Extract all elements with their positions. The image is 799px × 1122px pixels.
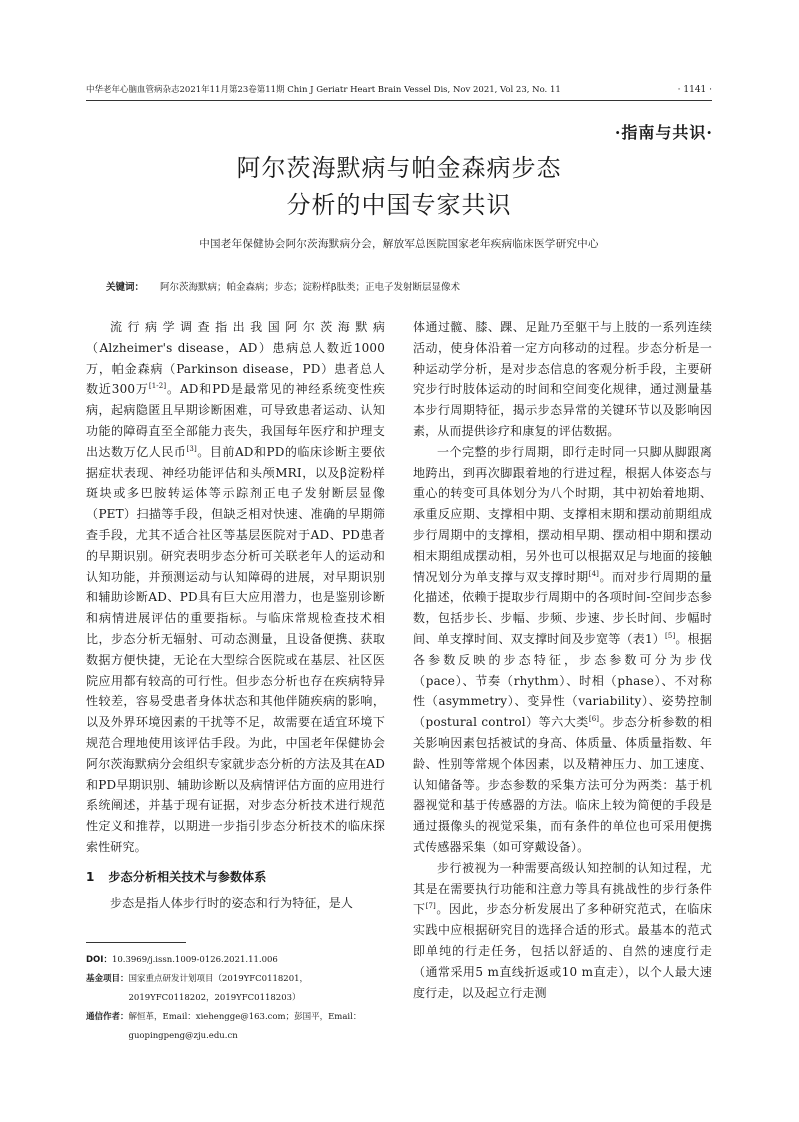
footnote-rule: [86, 942, 186, 943]
title-line-2: 分析的中国专家共识: [286, 191, 512, 219]
header-rule: [86, 100, 712, 101]
article-title: [86, 150, 712, 224]
section-heading: [86, 867, 385, 887]
corresponding-author-footnote: [86, 1008, 385, 1046]
paradigm-paragraph: 步行被视为一种需要高级认知控制的认知过程，尤其是在需要执行功能和注意力等具有挑战性的步行条件下[7]。因此，步态分析发展出了多种研究范式，在临床实践中应根据研究目的选择合适的形式。最基本的范式即单纯的行走任务，包括以舒适的、自然的速度行走（通常采用5 m直线折返或10 m直走），以个人最大速度行走，以及起立行走测: [413, 860, 712, 1000]
author-affiliation: 中国老年保健协会阿尔茨海默病分会，解放军总医院国家老年疾病临床医学研究中心: [199, 238, 599, 250]
citation-ref[interactable]: [6]: [588, 715, 600, 724]
intro-paragraph: 流行病学调查指出我国阿尔茨海默病（Alzheimer's disease，AD）患病总人数近1000万，帕金森病（Parkinson disease，PD）患者总人数近300万[1-2]。AD和PD是最常见的神经系统变性疾病，起病隐匿且早期诊断困难，可导致患者运动、认知功能的障碍直至全部能力丧失，我国每年医疗和护理支出达数万亿人民币[3]。目前AD和PD的临床诊断主要依据症状表现、神经功能评估和头颅MRI，以及β淀粉样斑块或多巴胺转运体等示踪剂正电子发射断层显像（PET）扫描等手段，但缺乏相对快速、准确的早期筛查手段，尤其不适合社区等基层医院对于AD、PD患者的早期识别。研究表明步态分析可关联老年人的运动和认知功能，并预测运动与认知障碍的进展，对早期识别和辅助诊断AD、PD具有巨大应用潜力，也是鉴别诊断和病情进展评估的重要指标。与临床常规检查技术相比，步态分析无辐射、可动态测量，且设备便携、获取数据方便快捷，无论在大型综合医院或在基层、社区医院应用都有较高的可行性。但步态分析也存在疾病特异性较差，容易受患者身体状态和其他伴随疾病的影响，以及外界环境因素的干扰等不足，故需要在适宜环境下规范合理地使用该评估手段。为此，中国老年保健协会阿尔茨海默病分会组织专家就步态分析的方法及其在AD和PD早期识别、辅助诊断以及病情评估方面的应用进行系统阐述，并基于现有证据，对步态分析技术进行规范性定义和推荐，以期进一步指引步态分析技术的临床探索性研究。: [86, 320, 386, 854]
gait-cycle-paragraph: 一个完整的步行周期，即行走时同一只脚从脚跟离地跨出，到再次脚跟着地的行进过程，根据人体姿态与重心的转变可具体划分为八个时期，其中初始着地期、承重反应期、支撑相中期、支撑相末期和摆动前期组成步行周期中的支撑相，摆动相早期、摆动相中期和摆动相末期组成摆动相，另外也可以根据双足与地面的接触情况划分为单支撑与双支撑时期[4]。而对步行周期的量化描述，依赖于提取步行周期中的各项时间-空间步态参数，包括步长、步幅、步频、步速、步长时间、步幅时间、单支撑时间、双支撑时间及步宽等（表1）[5]。根据各参数反映的步态特征，步态参数可分为步伐（pace）、节奏（rhythm）、时相（phase）、不对称性（asymmetry）、变异性（variability）、姿势控制（postural control）等六大类[6]。步态分析参数的相关影响因素包括被试的身高、体质量、体质量指数、年龄、性别等常规个体因素，以及精神压力、加工速度、认知储备等。步态参数的采集方法可分为两类：基于机器视觉和基于传感器的方法。临床上较为简便的手段是通过摄像头的视觉采集，而有条件的单位也可采用便携式传感器采集（如可穿戴设备）。: [413, 444, 712, 854]
fund-label: 基金项目：: [86, 974, 129, 984]
right-column: [413, 317, 712, 1003]
keywords-label: 关键词：: [106, 282, 145, 293]
running-header: [86, 84, 712, 96]
citation-ref[interactable]: [4]: [588, 569, 600, 578]
citation-ref[interactable]: [5]: [665, 631, 676, 640]
section-heading-text: 步态分析相关技术与参数体系: [108, 869, 267, 884]
citation-ref[interactable]: [3]: [186, 444, 197, 453]
fund-footnote: [86, 970, 385, 1008]
fund-value: 国家重点研发计划项目（2019YFC0118201，2019YFC0118202，2019YFC0118203）: [128, 974, 309, 1003]
footnotes: [86, 951, 385, 1046]
keywords-text: 阿尔茨海默病；帕金森病；步态；淀粉样β肽类；正电子发射断层显像术: [160, 282, 461, 293]
citation-ref[interactable]: [1-2]: [148, 382, 167, 391]
section-number: 1: [86, 869, 95, 884]
body-paragraph: 步态是指人体步行时的姿态和行为特征，是人: [110, 895, 354, 910]
keywords: [106, 279, 706, 293]
corr-value[interactable]: 解恒革，Email：xiehengge@163.com；彭国平，Email：guopingpeng@zju.edu.cn: [128, 1012, 362, 1041]
doi-label: DOI：: [86, 955, 112, 965]
journal-citation: 中华老年心脑血管病杂志2021年11月第23卷第11期 Chin J Geriatr Heart Brain Vessel Dis, Nov 2021, Vol 23, No. 11: [86, 85, 561, 95]
page-number: · 1141 ·: [677, 85, 712, 95]
section-label: ·指南与共识·: [614, 123, 713, 142]
doi-value[interactable]: 10.3969/j.issn.1009-0126.2021.11.006: [111, 955, 278, 965]
body-paragraph: 体通过髋、膝、踝、足趾乃至躯干与上肢的一系列连续活动，使身体沿着一定方向移动的过程。步态分析是一种运动学分析，是对步态信息的客观分析手段，主要研究步行时肢体运动的时间和空间变化规律，通过测量基本步行周期特征，揭示步态异常的关键环节以及影响因素，从而提供诊疗和康复的评估数据。: [413, 320, 712, 438]
corr-label: 通信作者：: [86, 1012, 129, 1022]
left-column: [86, 317, 385, 914]
citation-ref[interactable]: [7]: [425, 902, 436, 911]
title-line-1: 阿尔茨海默病与帕金森病步态: [236, 154, 562, 182]
doi-footnote: [86, 951, 385, 970]
